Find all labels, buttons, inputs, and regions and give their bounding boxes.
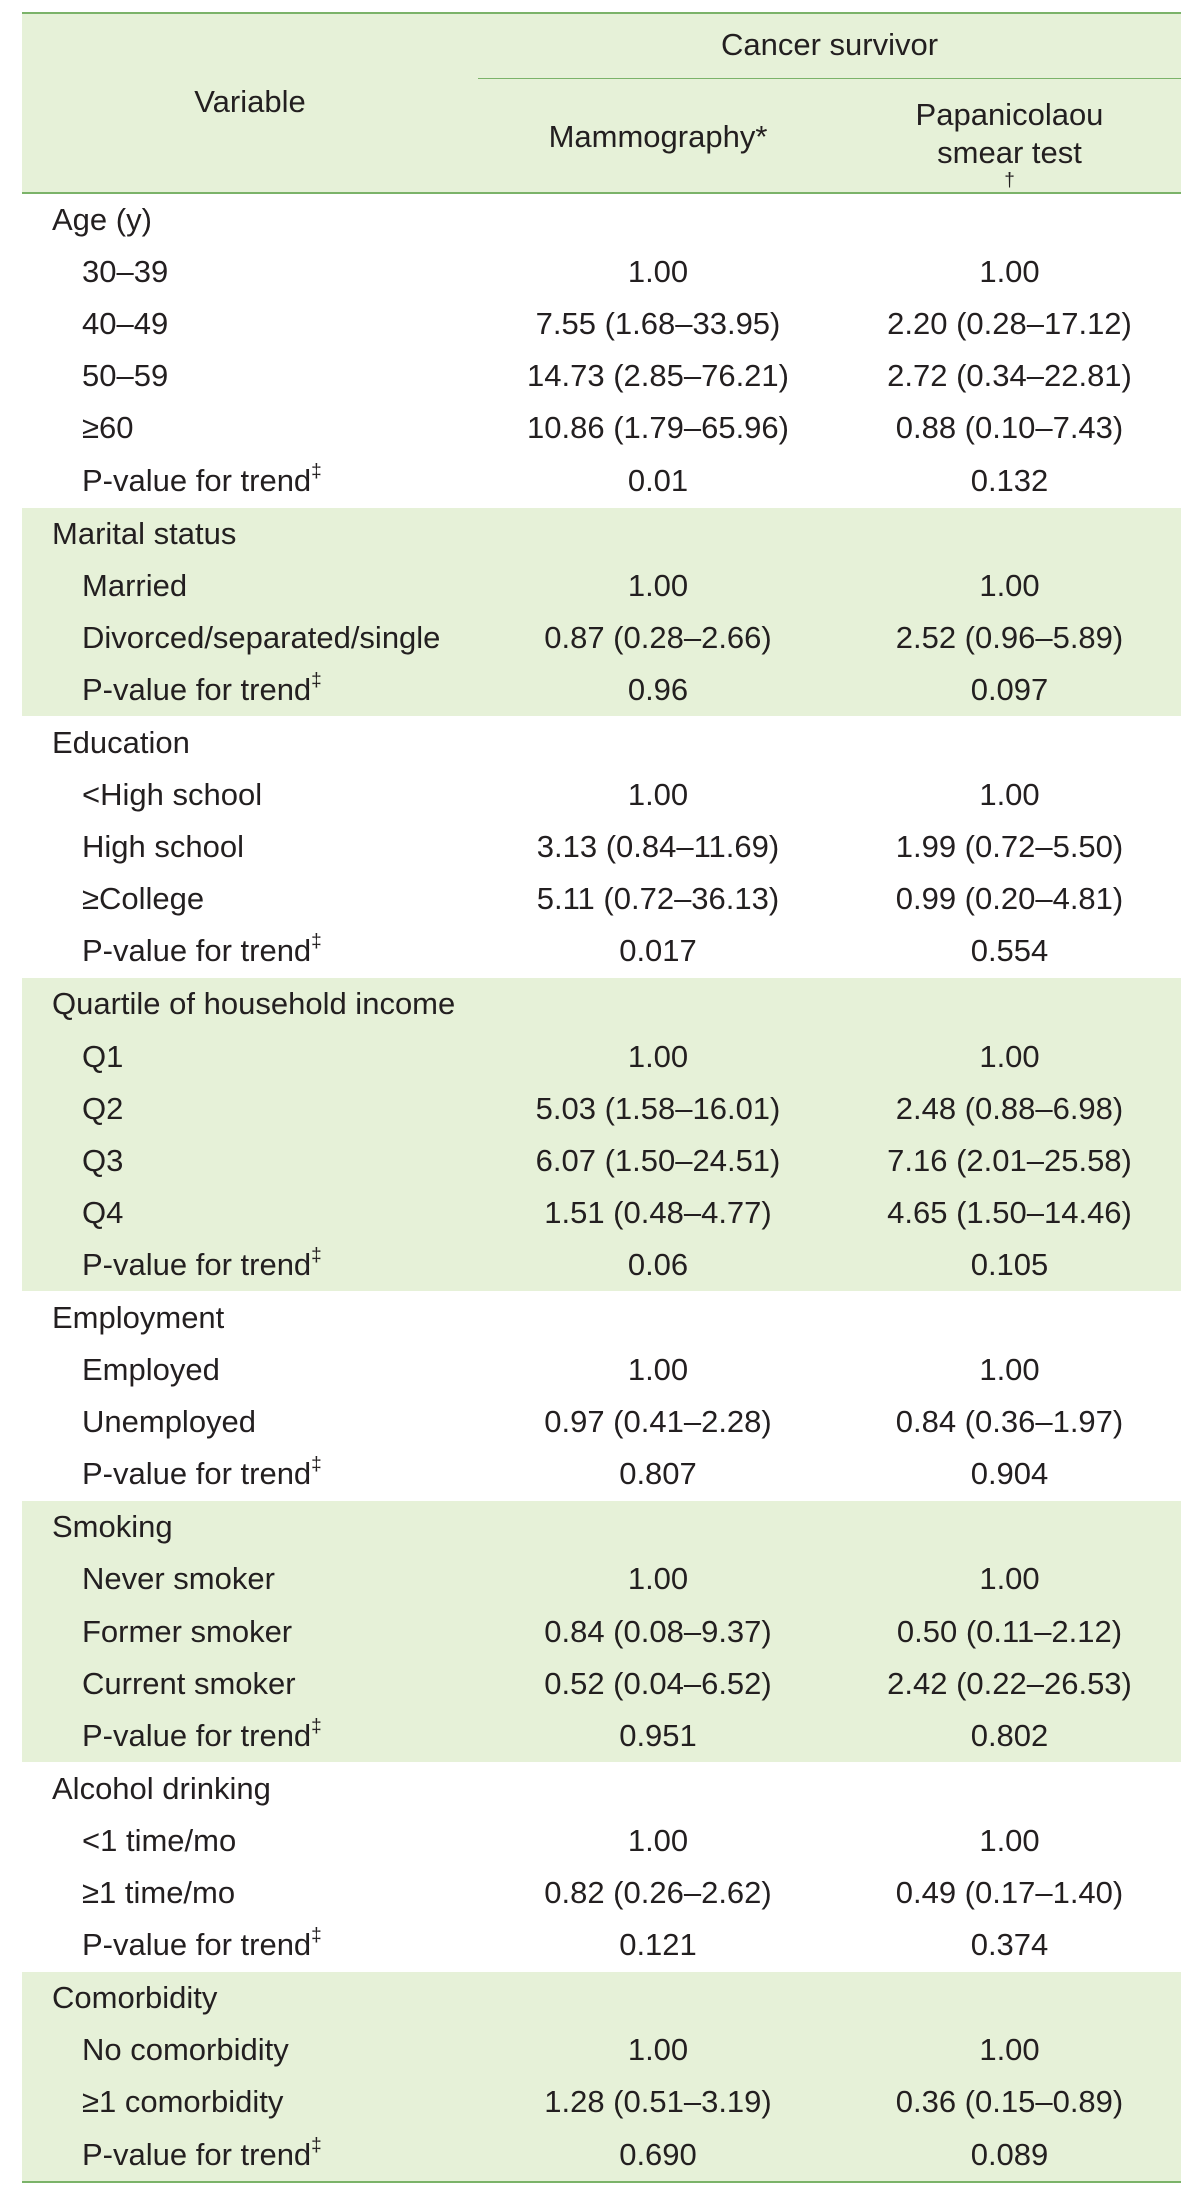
row-label bbox=[22, 1195, 478, 1231]
pap-smear-value: 2.48 (0.88–6.98) bbox=[895, 1090, 1124, 1126]
row-label-text: P-value for trend bbox=[82, 1717, 312, 1753]
mammography-value: 10.86 (1.79–65.96) bbox=[527, 410, 789, 446]
table-row bbox=[22, 1344, 1181, 1396]
section-title: Age (y) bbox=[52, 202, 152, 238]
row-label bbox=[22, 254, 478, 290]
table-row bbox=[22, 1553, 1181, 1605]
table-row bbox=[22, 873, 1181, 925]
header-pap-mark: † bbox=[1004, 170, 1015, 191]
table-row bbox=[22, 1867, 1181, 1919]
section-title: Smoking bbox=[52, 1509, 173, 1545]
row-label-text: P-value for trend bbox=[82, 671, 312, 707]
mammography-value: 1.00 bbox=[627, 1038, 689, 1074]
row-label-text: P-value for trend bbox=[82, 1927, 312, 1963]
section bbox=[22, 1500, 1181, 1761]
pap-smear-value: 1.00 bbox=[979, 2032, 1040, 2068]
header-pap-line2 bbox=[838, 134, 1181, 210]
row-label bbox=[22, 1404, 478, 1440]
header-mammography-mark: * bbox=[755, 119, 768, 154]
mammography-value: 1.00 bbox=[627, 2032, 689, 2068]
row-label-text: <1 time/mo bbox=[82, 1822, 237, 1858]
mammography-value: 0.01 bbox=[627, 462, 689, 498]
header-pap-line2-text: smear test bbox=[937, 135, 1082, 170]
table-row bbox=[22, 560, 1181, 612]
section-title-row bbox=[22, 1972, 1181, 2024]
header-mammography bbox=[478, 118, 838, 156]
section bbox=[22, 716, 1181, 977]
row-label-text: Q4 bbox=[82, 1194, 124, 1230]
row-label bbox=[22, 1456, 478, 1492]
header-pap-smear bbox=[838, 96, 1181, 210]
header-pap-line1: Papanicolaou bbox=[915, 97, 1104, 132]
table-row bbox=[22, 1187, 1181, 1239]
row-label bbox=[22, 1614, 478, 1650]
table-row bbox=[22, 454, 1181, 506]
section-title: Education bbox=[52, 724, 190, 760]
table-row bbox=[22, 1658, 1181, 1710]
row-label-text: P-value for trend bbox=[82, 2136, 312, 2172]
row-label bbox=[22, 568, 478, 604]
pap-smear-value: 4.65 (1.50–14.46) bbox=[887, 1194, 1132, 1230]
mammography-value: 0.807 bbox=[619, 1456, 697, 1492]
row-label-text: Unemployed bbox=[82, 1404, 257, 1440]
pap-smear-value: 0.132 bbox=[970, 462, 1049, 498]
mammography-value: 1.00 bbox=[627, 1822, 689, 1858]
table-row bbox=[22, 2128, 1181, 2180]
mammography-value: 5.11 (0.72–36.13) bbox=[536, 881, 780, 917]
pap-smear-value: 0.904 bbox=[970, 1456, 1049, 1492]
table-row bbox=[22, 769, 1181, 821]
section bbox=[22, 194, 1181, 507]
mammography-value: 3.13 (0.84–11.69) bbox=[536, 829, 780, 865]
pap-smear-value: 2.42 (0.22–26.53) bbox=[887, 1665, 1132, 1701]
table-row bbox=[22, 821, 1181, 873]
row-label bbox=[22, 2032, 478, 2068]
row-label bbox=[22, 1823, 478, 1859]
row-label bbox=[22, 1927, 478, 1963]
header-divider bbox=[478, 78, 1181, 79]
row-label-text: Divorced/separated/single bbox=[82, 619, 441, 655]
table-header bbox=[22, 14, 1181, 194]
table-body bbox=[22, 194, 1181, 2181]
row-label-text: ≥College bbox=[82, 881, 205, 917]
section bbox=[22, 1971, 1181, 2180]
pap-smear-value: 1.00 bbox=[979, 254, 1040, 290]
pap-smear-value: 1.00 bbox=[979, 1038, 1040, 1074]
mammography-value: 14.73 (2.85–76.21) bbox=[527, 358, 789, 394]
pap-smear-value: 1.00 bbox=[979, 1352, 1040, 1388]
section bbox=[22, 1291, 1181, 1500]
pap-smear-value: 0.88 (0.10–7.43) bbox=[895, 410, 1124, 446]
table-row bbox=[22, 612, 1181, 664]
pap-smear-value: 0.105 bbox=[970, 1246, 1049, 1282]
pap-smear-value: 0.36 (0.15–0.89) bbox=[895, 2084, 1124, 2120]
section-title-row bbox=[22, 1763, 1181, 1815]
row-label bbox=[22, 829, 478, 865]
pap-smear-value: 1.00 bbox=[979, 777, 1040, 813]
pap-smear-value: 0.49 (0.17–1.40) bbox=[895, 1875, 1124, 1911]
row-label-text: Never smoker bbox=[82, 1561, 275, 1597]
row-label-text: P-value for trend bbox=[82, 1456, 312, 1492]
pap-smear-value: 1.00 bbox=[979, 1561, 1040, 1597]
row-label bbox=[22, 410, 478, 446]
pap-smear-value: 2.52 (0.96–5.89) bbox=[895, 619, 1124, 655]
table-row bbox=[22, 664, 1181, 716]
mammography-value: 0.84 (0.08–9.37) bbox=[544, 1613, 772, 1649]
row-label-text: Q2 bbox=[82, 1090, 124, 1126]
row-label-text: ≥1 time/mo bbox=[82, 1875, 236, 1911]
trend-footnote-mark: ‡ bbox=[311, 931, 322, 953]
row-label-text: Q1 bbox=[82, 1038, 124, 1074]
row-label-text: P-value for trend bbox=[82, 933, 312, 969]
trend-footnote-mark: ‡ bbox=[311, 1925, 322, 1947]
row-label-text: Employed bbox=[82, 1352, 220, 1388]
row-label bbox=[22, 1875, 478, 1911]
section-title-row bbox=[22, 717, 1181, 769]
odds-ratio-table bbox=[22, 12, 1181, 2183]
mammography-value: 0.97 (0.41–2.28) bbox=[544, 1404, 772, 1440]
table-row bbox=[22, 298, 1181, 350]
row-label bbox=[22, 2134, 478, 2173]
pap-smear-value: 0.50 (0.11–2.12) bbox=[896, 1613, 1123, 1649]
table-row bbox=[22, 1710, 1181, 1762]
row-label bbox=[22, 1352, 478, 1388]
section-title-row bbox=[22, 978, 1181, 1030]
row-label bbox=[22, 933, 478, 969]
section-title: Comorbidity bbox=[52, 1980, 218, 2016]
table-row bbox=[22, 1031, 1181, 1083]
section-title: Quartile of household income bbox=[52, 986, 456, 1022]
table-row bbox=[22, 402, 1181, 454]
section bbox=[22, 977, 1181, 1291]
mammography-value: 0.82 (0.26–2.62) bbox=[544, 1875, 772, 1911]
mammography-value: 1.00 bbox=[627, 567, 689, 603]
table-row bbox=[22, 2024, 1181, 2076]
pap-smear-value: 0.097 bbox=[970, 671, 1049, 707]
mammography-value: 5.03 (1.58–16.01) bbox=[535, 1090, 781, 1126]
row-label-text: P-value for trend bbox=[82, 1246, 312, 1282]
trend-footnote-mark: ‡ bbox=[311, 2134, 322, 2156]
table-row bbox=[22, 1396, 1181, 1448]
section bbox=[22, 507, 1181, 716]
row-label-text: 50–59 bbox=[82, 358, 169, 394]
row-label bbox=[22, 460, 478, 499]
row-label bbox=[22, 1244, 478, 1283]
table-row bbox=[22, 1448, 1181, 1500]
section-title: Marital status bbox=[52, 515, 237, 551]
pap-smear-value: 1.00 bbox=[979, 1822, 1040, 1858]
row-label bbox=[22, 669, 478, 708]
mammography-value: 1.28 (0.51–3.19) bbox=[544, 2084, 772, 2120]
section-title: Alcohol drinking bbox=[52, 1770, 271, 1806]
pap-smear-value: 2.20 (0.28–17.12) bbox=[887, 306, 1132, 342]
mammography-value: 6.07 (1.50–24.51) bbox=[535, 1142, 781, 1178]
row-label-text: 30–39 bbox=[82, 254, 169, 290]
trend-footnote-mark: ‡ bbox=[311, 669, 322, 691]
pap-smear-value: 0.374 bbox=[970, 1927, 1049, 1963]
table-row bbox=[22, 925, 1181, 977]
header-group: Cancer survivor bbox=[720, 27, 939, 62]
pap-smear-value: 0.802 bbox=[970, 1717, 1049, 1753]
table-row bbox=[22, 1815, 1181, 1867]
table-row bbox=[22, 1135, 1181, 1187]
header-mammography-label: Mammography bbox=[548, 119, 756, 154]
row-label bbox=[22, 1091, 478, 1127]
mammography-value: 0.06 bbox=[627, 1246, 689, 1282]
mammography-value: 1.00 bbox=[627, 254, 689, 290]
mammography-value: 0.96 bbox=[627, 671, 689, 707]
mammography-value: 0.87 (0.28–2.66) bbox=[544, 619, 772, 655]
row-label-text: P-value for trend bbox=[82, 462, 312, 498]
table-row bbox=[22, 1606, 1181, 1658]
row-label-text: Current smoker bbox=[82, 1665, 296, 1701]
mammography-value: 1.00 bbox=[627, 1352, 689, 1388]
table-row bbox=[22, 2076, 1181, 2128]
mammography-value: 0.017 bbox=[619, 933, 697, 969]
mammography-value: 0.690 bbox=[619, 2136, 697, 2172]
table-row bbox=[22, 1919, 1181, 1971]
pap-smear-value: 1.00 bbox=[979, 567, 1040, 603]
row-label bbox=[22, 2084, 478, 2120]
mammography-value: 1.00 bbox=[627, 1561, 689, 1597]
row-label bbox=[22, 1039, 478, 1075]
row-label bbox=[22, 1561, 478, 1597]
section bbox=[22, 1762, 1181, 1971]
pap-smear-value: 2.72 (0.34–22.81) bbox=[887, 358, 1132, 394]
mammography-value: 0.121 bbox=[619, 1927, 697, 1963]
trend-footnote-mark: ‡ bbox=[311, 1454, 322, 1476]
row-label-text: Q3 bbox=[82, 1142, 124, 1178]
row-label-text: High school bbox=[82, 829, 244, 865]
trend-footnote-mark: ‡ bbox=[311, 1715, 322, 1737]
row-label-text: 40–49 bbox=[82, 306, 169, 342]
row-label-text: Married bbox=[82, 567, 188, 603]
row-label bbox=[22, 1715, 478, 1754]
row-label bbox=[22, 306, 478, 342]
row-label-text: No comorbidity bbox=[82, 2032, 289, 2068]
row-label-text: ≥1 comorbidity bbox=[82, 2084, 284, 2120]
row-label bbox=[22, 881, 478, 917]
section-title-row bbox=[22, 1292, 1181, 1344]
pap-smear-value: 0.99 (0.20–4.81) bbox=[895, 881, 1124, 917]
mammography-value: 1.00 bbox=[627, 777, 689, 813]
row-label bbox=[22, 1666, 478, 1702]
section-title: Employment bbox=[52, 1300, 225, 1336]
table-row bbox=[22, 1239, 1181, 1291]
pap-smear-value: 7.16 (2.01–25.58) bbox=[887, 1142, 1132, 1178]
pap-smear-value: 0.554 bbox=[970, 933, 1049, 969]
pap-smear-value: 1.99 (0.72–5.50) bbox=[895, 829, 1124, 865]
row-label bbox=[22, 777, 478, 813]
row-label-text: Former smoker bbox=[82, 1613, 293, 1649]
table-row bbox=[22, 1083, 1181, 1135]
row-label bbox=[22, 620, 478, 656]
table-row bbox=[22, 246, 1181, 298]
section-title-row bbox=[22, 1501, 1181, 1553]
pap-smear-value: 0.84 (0.36–1.97) bbox=[895, 1404, 1124, 1440]
pap-smear-value: 0.089 bbox=[970, 2136, 1049, 2172]
table-row bbox=[22, 350, 1181, 402]
mammography-value: 0.951 bbox=[619, 1717, 697, 1753]
trend-footnote-mark: ‡ bbox=[311, 460, 322, 482]
header-variable: Variable bbox=[194, 84, 306, 119]
trend-footnote-mark: ‡ bbox=[311, 1244, 322, 1266]
row-label-text: ≥60 bbox=[82, 410, 134, 446]
mammography-value: 7.55 (1.68–33.95) bbox=[535, 306, 781, 342]
row-label bbox=[22, 1143, 478, 1179]
mammography-value: 0.52 (0.04–6.52) bbox=[544, 1665, 772, 1701]
mammography-value: 1.51 (0.48–4.77) bbox=[544, 1194, 772, 1230]
section-title-row bbox=[22, 508, 1181, 560]
row-label bbox=[22, 358, 478, 394]
row-label-text: <High school bbox=[82, 777, 263, 813]
